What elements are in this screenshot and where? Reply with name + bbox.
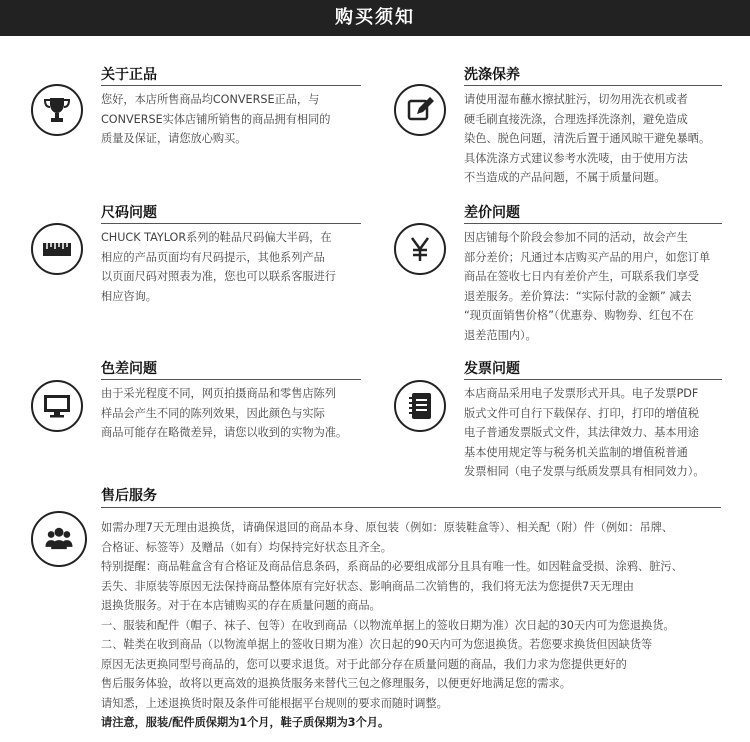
color-text: 由于采光程度不同，网页拍摄商品和零售店陈列 样品会产生不同的陈列效果，因此颜色与实际 商品可能存在略微差异，请您以收到的实物为准。 [101, 387, 348, 439]
authentic-divider [101, 85, 361, 86]
color-title: 色差问题 [101, 361, 157, 377]
invoice-title: 发票问题 [464, 361, 520, 377]
trophy-icon [31, 84, 83, 136]
team-icon [31, 511, 87, 567]
washing-title: 洗涤保养 [464, 67, 520, 83]
size-title: 尺码问题 [101, 205, 157, 221]
size-text: CHUCK TAYLOR系列的鞋品尺码偏大半码，在 相应的产品页面均有尺码提示，其他系列产品 以页面尺码对照表为准，您也可以联系客服进行 相应咨询。 [101, 231, 336, 303]
color-divider [101, 379, 361, 380]
price-title: 差价问题 [464, 205, 520, 221]
price-divider [464, 223, 722, 224]
invoice-text: 本店商品采用电子发票形式开具。电子发票PDF 版式文件可自行下载保存、打印，打印的增值税 电子普通发票版式文件，其法律效力、基本用途 基本使用规定等与税务机关监制的增值税普通 发票相同（电子发票与纸质发票具有相同效力）。 [464, 387, 705, 478]
authentic-title: 关于正品 [101, 67, 157, 83]
notebook-icon [394, 380, 446, 432]
invoice-divider [464, 379, 722, 380]
yen-icon [394, 223, 446, 275]
washing-divider [464, 85, 722, 86]
monitor-icon [31, 380, 83, 432]
after-sales-text: 如需办理7天无理由退换货，请确保退回的商品本身、原包装（例如：原装鞋盒等）、相关配（附）件（例如：吊牌、 合格证、标签等）及赠品（如有）均保持完好状态且齐全。 特别提醒：商品鞋盒含有合格证及商品信息条码，系商品的必要组成部分且具有唯一性。如因鞋盒受损、涂鸦、脏污、 丢失、非原装等原因无法保持商品整体原有完好状态、影响商品二次销售的，我们将无法为您提供7天无理由 退换货服务。对于在本店铺购买的存在质量问题的商品。 一、服装和配件（帽子、袜子、包等）在收到商品（以物流单据上的签收日期为准）次日起的30天内可为您退换货。 二、鞋类在收到商品（以物流单据上的签收日期为准）次日起的90天内可为您退换货。若您要求换货但因缺货等 原因无法更换同型号商品的，您可以要求退货。对于此部分存在质量问题的商品，我们力求为您提供更好的 售后服务体验，故将以更高效的退换货服务来替代三包之修理服务，以便更好地满足您的需求。 请知悉，上述退换货时限及条件可能根据平台规则的要求而随时调整。 请注意，服装/配件质保期为1个月，鞋子质保期为3个月。 [101, 521, 683, 729]
page-title: 购买须知 [0, 0, 750, 36]
size-divider [101, 223, 361, 224]
pencil-edit-icon [394, 84, 446, 136]
after-sales-divider [101, 507, 721, 508]
price-text: 因店铺每个阶段会参加不同的活动，故会产生 部分差价；凡通过本店购买产品的用户，如您订单 商品在签收七日内有差价产生，可联系我们享受 退差服务。差价算法：“实际付款的金额” 减去 “现页面销售价格”（优惠券、购物券、红包不在 退差范围内）。 [464, 231, 711, 342]
after-sales-title: 售后服务 [101, 488, 157, 504]
authentic-text: 您好，本店所售商品均CONVERSE正品，与 CONVERSE实体店铺所销售的商品拥有相同的 质量及保证，请您放心购买。 [101, 93, 331, 145]
ruler-icon [31, 223, 83, 275]
washing-text: 请使用湿布蘸水擦拭脏污，切勿用洗衣机或者 硬毛刷直接洗涤，合理选择洗涤剂，避免造成 染色、脱色问题，清洗后置于通风晾干避免暴晒。 具体洗涤方式建议参考水洗唛，由于使用方法 不当造成的产品问题，不属于质量问题。 [464, 93, 711, 184]
